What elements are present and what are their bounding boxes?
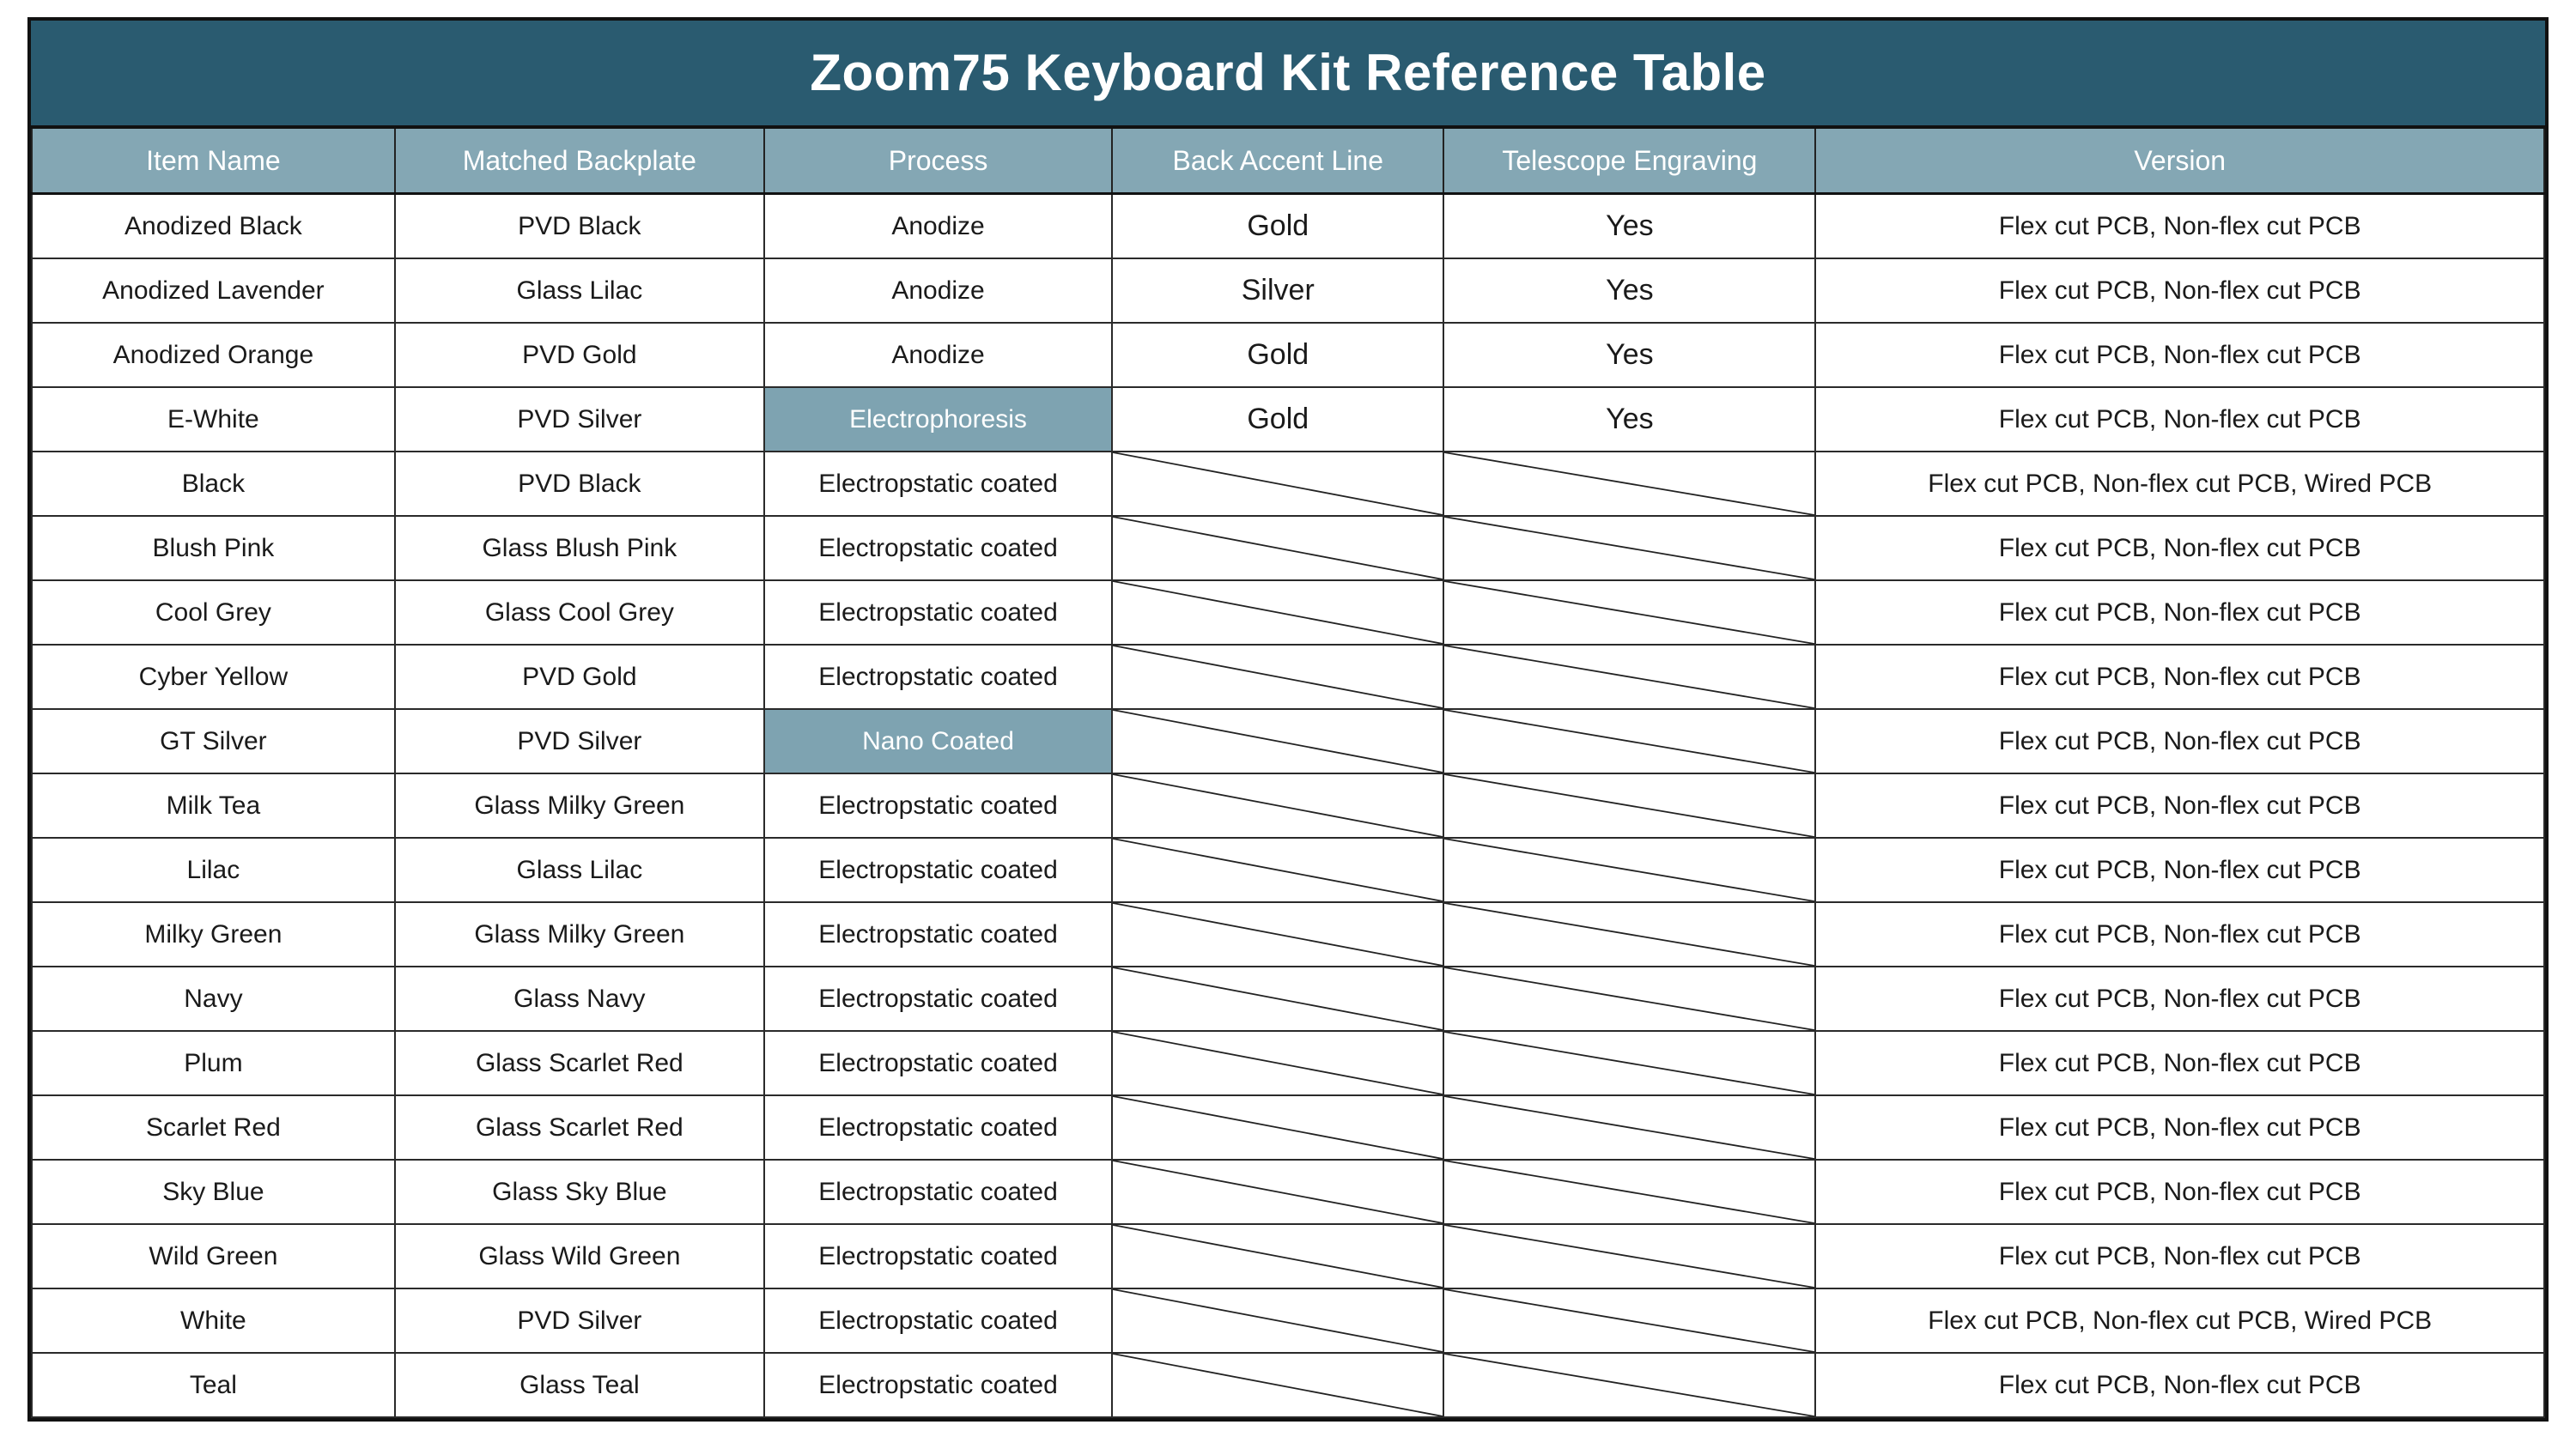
cell-version: Flex cut PCB, Non-flex cut PCB: [1815, 1031, 2544, 1095]
cell-item-name: Scarlet Red: [32, 1095, 395, 1160]
data-table: [31, 129, 2545, 1418]
cell-version: Flex cut PCB, Non-flex cut PCB: [1815, 1224, 2544, 1288]
cell-process: Electropstatic coated: [764, 452, 1112, 516]
cell-process: Nano Coated: [764, 709, 1112, 773]
cell-version: Flex cut PCB, Non-flex cut PCB: [1815, 387, 2544, 452]
cell-matched-backplate: Glass Lilac: [395, 258, 764, 323]
cell-back-accent-line: [1112, 1031, 1443, 1095]
cell-telescope-engraving: [1443, 902, 1815, 967]
cell-process: Anodize: [764, 258, 1112, 323]
cell-version: Flex cut PCB, Non-flex cut PCB: [1815, 967, 2544, 1031]
table-row: [32, 1160, 2544, 1224]
table-row: [32, 773, 2544, 838]
cell-back-accent-line: Gold: [1112, 387, 1443, 452]
diagonal-line-icon: [1113, 517, 1443, 579]
cell-telescope-engraving: [1443, 452, 1815, 516]
cell-version: Flex cut PCB, Non-flex cut PCB: [1815, 838, 2544, 902]
cell-back-accent-line: [1112, 838, 1443, 902]
cell-back-accent-line: [1112, 645, 1443, 709]
diagonal-line-icon: [1113, 839, 1443, 901]
cell-process: Electropstatic coated: [764, 773, 1112, 838]
cell-matched-backplate: PVD Gold: [395, 645, 764, 709]
diagonal-line-icon: [1444, 710, 1814, 773]
cell-version: Flex cut PCB, Non-flex cut PCB: [1815, 773, 2544, 838]
cell-matched-backplate: Glass Milky Green: [395, 902, 764, 967]
diagonal-line-icon: [1444, 1354, 1814, 1416]
cell-version: Flex cut PCB, Non-flex cut PCB: [1815, 516, 2544, 580]
cell-telescope-engraving: [1443, 773, 1815, 838]
cell-item-name: Plum: [32, 1031, 395, 1095]
cell-version: Flex cut PCB, Non-flex cut PCB: [1815, 1160, 2544, 1224]
header-row: [32, 129, 2544, 194]
cell-matched-backplate: Glass Scarlet Red: [395, 1031, 764, 1095]
table-row: [32, 902, 2544, 967]
cell-back-accent-line: Gold: [1112, 323, 1443, 387]
cell-process: Electropstatic coated: [764, 1160, 1112, 1224]
cell-back-accent-line: [1112, 967, 1443, 1031]
column-header-back-accent-line: Back Accent Line: [1112, 129, 1443, 194]
diagonal-line-icon: [1444, 903, 1814, 966]
cell-back-accent-line: [1112, 1160, 1443, 1224]
cell-version: Flex cut PCB, Non-flex cut PCB: [1815, 258, 2544, 323]
diagonal-line-icon: [1444, 1289, 1814, 1352]
diagonal-line-icon: [1113, 1032, 1443, 1094]
table-row: [32, 194, 2544, 259]
table-row: [32, 1288, 2544, 1353]
cell-process: Electropstatic coated: [764, 902, 1112, 967]
cell-item-name: Teal: [32, 1353, 395, 1417]
diagonal-line-icon: [1113, 1354, 1443, 1416]
table-row: [32, 1224, 2544, 1288]
cell-telescope-engraving: [1443, 838, 1815, 902]
table-row: [32, 452, 2544, 516]
cell-telescope-engraving: [1443, 1160, 1815, 1224]
cell-back-accent-line: [1112, 452, 1443, 516]
table-row: [32, 967, 2544, 1031]
cell-back-accent-line: [1112, 1353, 1443, 1417]
cell-matched-backplate: Glass Lilac: [395, 838, 764, 902]
cell-telescope-engraving: [1443, 516, 1815, 580]
cell-item-name: Navy: [32, 967, 395, 1031]
cell-matched-backplate: PVD Silver: [395, 709, 764, 773]
cell-back-accent-line: Silver: [1112, 258, 1443, 323]
cell-telescope-engraving: [1443, 1031, 1815, 1095]
cell-version: Flex cut PCB, Non-flex cut PCB: [1815, 902, 2544, 967]
diagonal-line-icon: [1444, 1096, 1814, 1159]
cell-back-accent-line: [1112, 773, 1443, 838]
diagonal-line-icon: [1444, 452, 1814, 515]
cell-telescope-engraving: Yes: [1443, 387, 1815, 452]
cell-telescope-engraving: [1443, 580, 1815, 645]
diagonal-line-icon: [1113, 903, 1443, 966]
cell-process: Electropstatic coated: [764, 967, 1112, 1031]
cell-back-accent-line: Gold: [1112, 194, 1443, 259]
cell-matched-backplate: Glass Wild Green: [395, 1224, 764, 1288]
cell-back-accent-line: [1112, 1224, 1443, 1288]
cell-back-accent-line: [1112, 580, 1443, 645]
cell-telescope-engraving: [1443, 1288, 1815, 1353]
cell-version: Flex cut PCB, Non-flex cut PCB, Wired PCB: [1815, 1288, 2544, 1353]
cell-telescope-engraving: Yes: [1443, 258, 1815, 323]
cell-item-name: Lilac: [32, 838, 395, 902]
table-row: [32, 645, 2544, 709]
cell-process: Electropstatic coated: [764, 516, 1112, 580]
diagonal-line-icon: [1444, 774, 1814, 837]
diagonal-line-icon: [1444, 1032, 1814, 1094]
cell-process: Electrophoresis: [764, 387, 1112, 452]
table-row: [32, 838, 2544, 902]
reference-table: [27, 17, 2549, 1422]
cell-matched-backplate: PVD Black: [395, 452, 764, 516]
diagonal-line-icon: [1113, 1161, 1443, 1223]
diagonal-line-icon: [1444, 1225, 1814, 1288]
cell-version: Flex cut PCB, Non-flex cut PCB: [1815, 1353, 2544, 1417]
cell-process: Electropstatic coated: [764, 580, 1112, 645]
table-row: [32, 1031, 2544, 1095]
diagonal-line-icon: [1113, 452, 1443, 515]
cell-item-name: Cool Grey: [32, 580, 395, 645]
cell-matched-backplate: Glass Blush Pink: [395, 516, 764, 580]
diagonal-line-icon: [1444, 581, 1814, 644]
table-title: Zoom75 Keyboard Kit Reference Table: [31, 21, 2545, 129]
column-header-matched-backplate: Matched Backplate: [395, 129, 764, 194]
cell-matched-backplate: Glass Sky Blue: [395, 1160, 764, 1224]
cell-process: Anodize: [764, 323, 1112, 387]
column-header-process: Process: [764, 129, 1112, 194]
cell-version: Flex cut PCB, Non-flex cut PCB: [1815, 580, 2544, 645]
diagonal-line-icon: [1444, 839, 1814, 901]
cell-matched-backplate: PVD Silver: [395, 1288, 764, 1353]
cell-version: Flex cut PCB, Non-flex cut PCB, Wired PCB: [1815, 452, 2544, 516]
diagonal-line-icon: [1113, 710, 1443, 773]
cell-matched-backplate: Glass Teal: [395, 1353, 764, 1417]
cell-telescope-engraving: [1443, 967, 1815, 1031]
diagonal-line-icon: [1113, 581, 1443, 644]
table-row: [32, 1095, 2544, 1160]
table-body: [32, 194, 2544, 1418]
cell-item-name: Blush Pink: [32, 516, 395, 580]
cell-item-name: Sky Blue: [32, 1160, 395, 1224]
cell-matched-backplate: Glass Milky Green: [395, 773, 764, 838]
cell-back-accent-line: [1112, 709, 1443, 773]
cell-item-name: Anodized Lavender: [32, 258, 395, 323]
cell-back-accent-line: [1112, 516, 1443, 580]
cell-process: Anodize: [764, 194, 1112, 259]
cell-version: Flex cut PCB, Non-flex cut PCB: [1815, 1095, 2544, 1160]
cell-process: Electropstatic coated: [764, 1031, 1112, 1095]
cell-telescope-engraving: [1443, 645, 1815, 709]
cell-item-name: Wild Green: [32, 1224, 395, 1288]
diagonal-line-icon: [1113, 1225, 1443, 1288]
cell-process: Electropstatic coated: [764, 1224, 1112, 1288]
cell-version: Flex cut PCB, Non-flex cut PCB: [1815, 194, 2544, 259]
diagonal-line-icon: [1444, 646, 1814, 708]
table-row: [32, 387, 2544, 452]
cell-matched-backplate: Glass Cool Grey: [395, 580, 764, 645]
cell-process: Electropstatic coated: [764, 645, 1112, 709]
table-row: [32, 580, 2544, 645]
cell-matched-backplate: Glass Scarlet Red: [395, 1095, 764, 1160]
cell-process: Electropstatic coated: [764, 838, 1112, 902]
column-header-item-name: Item Name: [32, 129, 395, 194]
diagonal-line-icon: [1113, 967, 1443, 1030]
column-header-version: Version: [1815, 129, 2544, 194]
cell-item-name: White: [32, 1288, 395, 1353]
cell-item-name: E-White: [32, 387, 395, 452]
diagonal-line-icon: [1113, 1289, 1443, 1352]
cell-process: Electropstatic coated: [764, 1288, 1112, 1353]
cell-telescope-engraving: Yes: [1443, 194, 1815, 259]
cell-back-accent-line: [1112, 1288, 1443, 1353]
cell-back-accent-line: [1112, 1095, 1443, 1160]
cell-item-name: Black: [32, 452, 395, 516]
cell-telescope-engraving: [1443, 1224, 1815, 1288]
cell-back-accent-line: [1112, 902, 1443, 967]
cell-item-name: Milky Green: [32, 902, 395, 967]
diagonal-line-icon: [1444, 1161, 1814, 1223]
table-row: [32, 323, 2544, 387]
diagonal-line-icon: [1113, 1096, 1443, 1159]
cell-item-name: Cyber Yellow: [32, 645, 395, 709]
diagonal-line-icon: [1444, 967, 1814, 1030]
cell-telescope-engraving: [1443, 709, 1815, 773]
cell-item-name: GT Silver: [32, 709, 395, 773]
diagonal-line-icon: [1113, 646, 1443, 708]
table-row: [32, 709, 2544, 773]
diagonal-line-icon: [1113, 774, 1443, 837]
cell-matched-backplate: Glass Navy: [395, 967, 764, 1031]
cell-matched-backplate: PVD Gold: [395, 323, 764, 387]
cell-version: Flex cut PCB, Non-flex cut PCB: [1815, 645, 2544, 709]
cell-item-name: Anodized Black: [32, 194, 395, 259]
table-row: [32, 516, 2544, 580]
cell-item-name: Anodized Orange: [32, 323, 395, 387]
diagonal-line-icon: [1444, 517, 1814, 579]
cell-telescope-engraving: Yes: [1443, 323, 1815, 387]
cell-matched-backplate: PVD Black: [395, 194, 764, 259]
cell-telescope-engraving: [1443, 1095, 1815, 1160]
cell-version: Flex cut PCB, Non-flex cut PCB: [1815, 709, 2544, 773]
column-header-telescope-engraving: Telescope Engraving: [1443, 129, 1815, 194]
cell-process: Electropstatic coated: [764, 1353, 1112, 1417]
cell-item-name: Milk Tea: [32, 773, 395, 838]
cell-telescope-engraving: [1443, 1353, 1815, 1417]
cell-process: Electropstatic coated: [764, 1095, 1112, 1160]
table-row: [32, 1353, 2544, 1417]
cell-version: Flex cut PCB, Non-flex cut PCB: [1815, 323, 2544, 387]
cell-matched-backplate: PVD Silver: [395, 387, 764, 452]
table-row: [32, 258, 2544, 323]
